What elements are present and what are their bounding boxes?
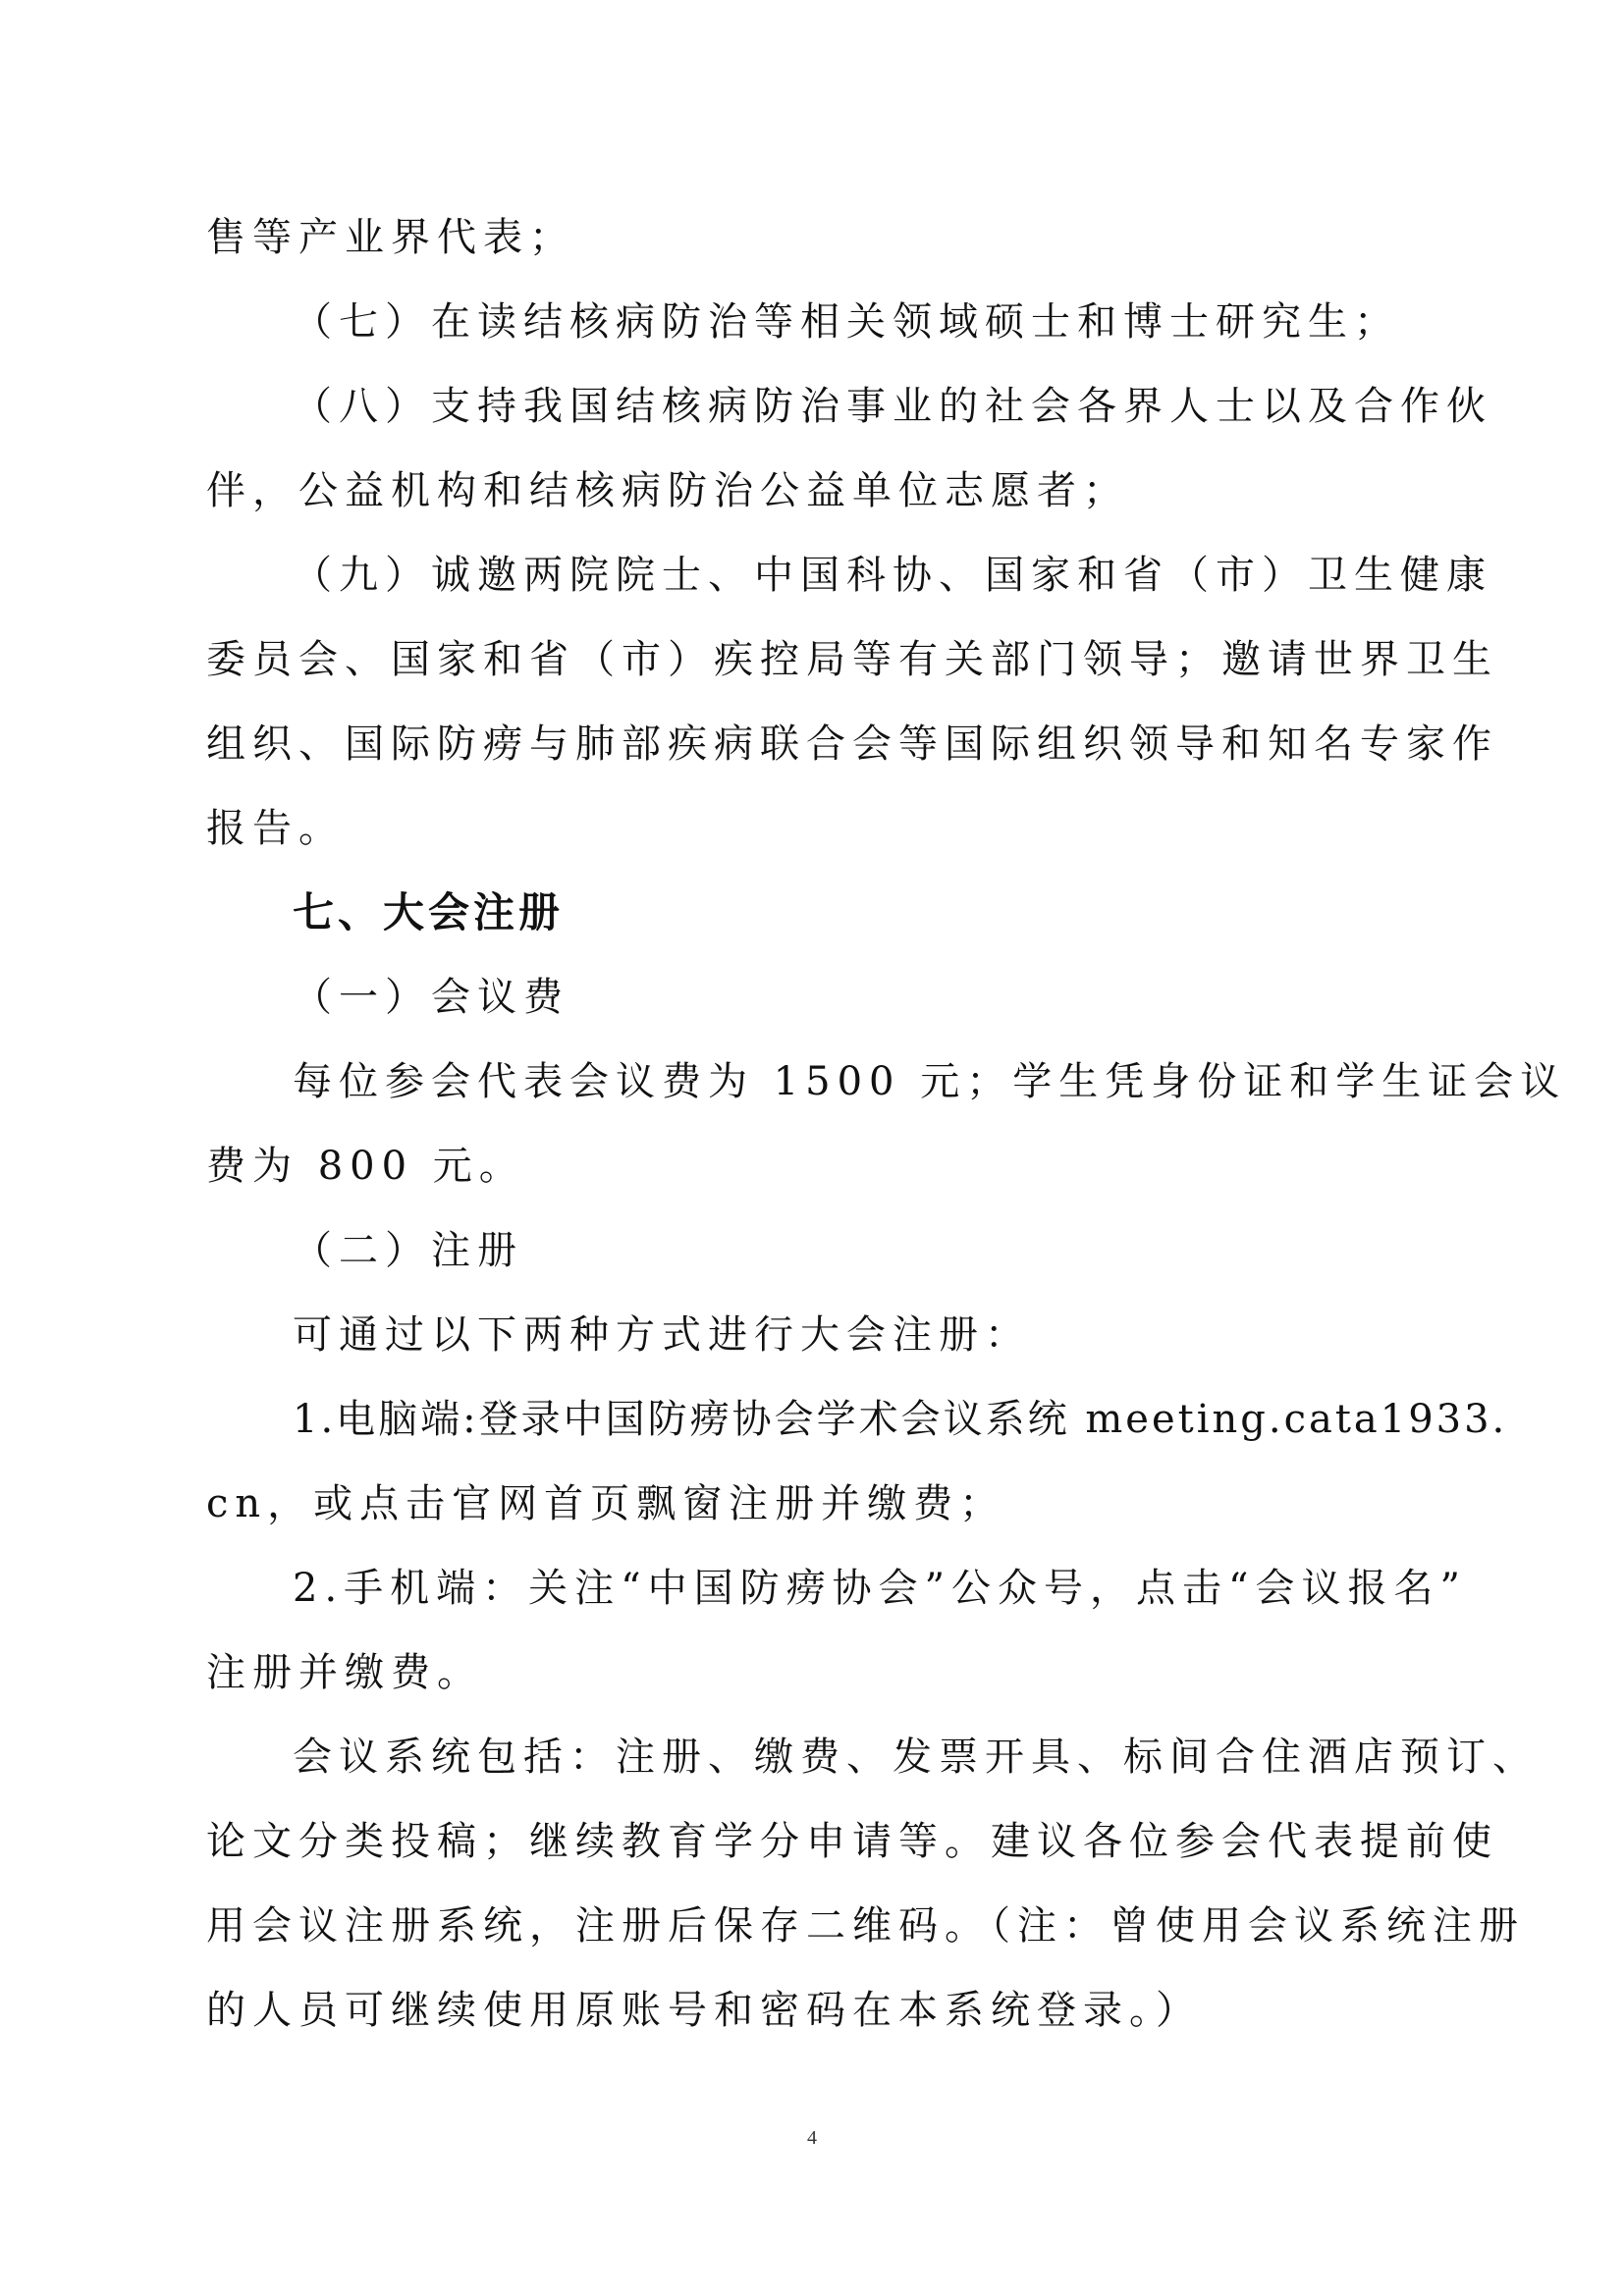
- list-item-9: （九）诚邀两院院士、中国科协、国家和省（市）卫生健康: [293, 553, 1492, 598]
- body-text-line: 用会议注册系统，注册后保存二维码。（注：曾使用会议系统注册: [206, 1903, 1525, 1949]
- body-text-line: 会议系统包括：注册、缴费、发票开具、标间合住酒店预订、: [293, 1735, 1539, 1780]
- body-text-line: 可通过以下两种方式进行大会注册：: [293, 1312, 1031, 1358]
- registration-method-mobile: 2.手机端：关注“中国防痨协会”公众号，点击“会议报名”: [293, 1566, 1467, 1611]
- page-number: 4: [807, 2127, 817, 2149]
- body-text-line: 组织、国际防痨与肺部疾病联合会等国际组织领导和知名专家作: [206, 721, 1498, 767]
- registration-method-pc: 1.电脑端:登录中国防痨协会学术会议系统 meeting.cata1933.: [293, 1397, 1508, 1442]
- body-text-line: 论文分类投稿；继续教育学分申请等。建议各位参会代表提前使: [206, 1819, 1498, 1864]
- body-text-line: 费为 800 元。: [206, 1144, 525, 1189]
- section-heading: 七、大会注册: [293, 888, 565, 936]
- list-item-7: （七）在读结核病防治等相关领域硕士和博士研究生；: [293, 299, 1400, 345]
- body-text-line: 注册并缴费。: [206, 1650, 483, 1695]
- body-text-line: 售等产业界代表；: [206, 215, 575, 260]
- body-text-line: 每位参会代表会议费为 1500 元；学生凭身份证和学生证会议: [293, 1059, 1567, 1104]
- body-text-line: 委员会、国家和省（市）疾控局等有关部门领导；邀请世界卫生: [206, 637, 1498, 682]
- body-text-line: 的人员可继续使用原账号和密码在本系统登录。）: [206, 1988, 1202, 2033]
- list-item-8: （八）支持我国结核病防治事业的社会各界人士以及合作伙: [293, 384, 1492, 429]
- subsection-heading: （一）会议费: [293, 975, 569, 1020]
- body-text-line: cn，或点击官网首页飘窗注册并缴费；: [206, 1481, 1006, 1526]
- body-text-line: 伴，公益机构和结核病防治公益单位志愿者；: [206, 468, 1129, 513]
- body-text-line: 报告。: [206, 806, 345, 851]
- subsection-heading: （二）注册: [293, 1228, 523, 1273]
